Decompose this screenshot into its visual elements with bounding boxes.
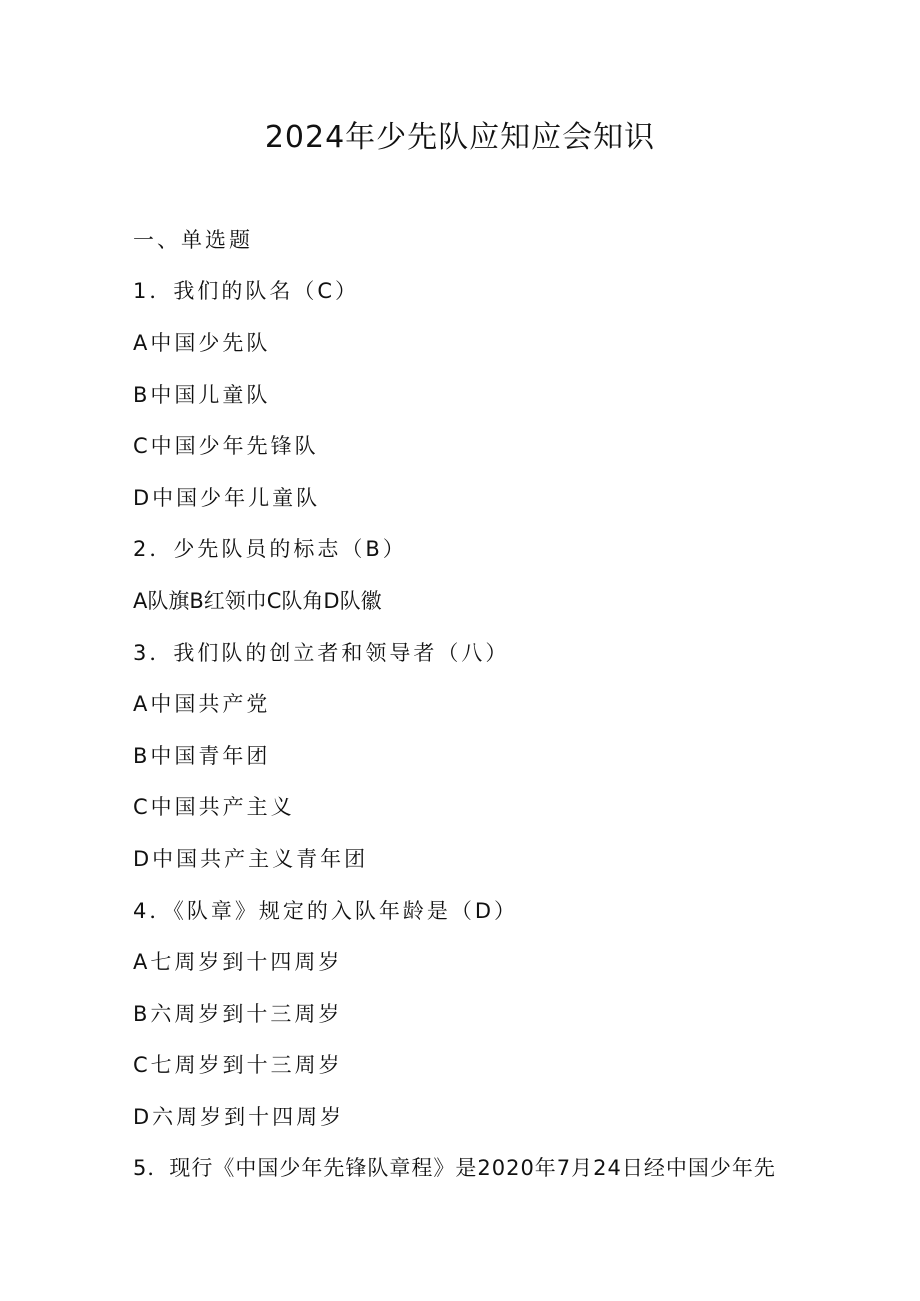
question-1: 1．我们的队名（C）: [133, 279, 360, 303]
question-4: 4．《队章》规定的入队年龄是（D）: [133, 899, 519, 923]
section-heading: 一、单选题: [133, 228, 253, 252]
question-3-option-a: A中国共产党: [133, 692, 271, 716]
document-title: 2024年少先队应知应会知识: [264, 120, 656, 155]
question-4-option-a: A七周岁到十四周岁: [133, 950, 343, 974]
question-3-option-d: D中国共产主义青年团: [133, 847, 369, 871]
question-4-option-b: B六周岁到十三周岁: [133, 1002, 343, 1026]
question-3: 3．我们队的创立者和领导者（八）: [133, 641, 510, 665]
question-5: 5．现行《中国少年先锋队章程》是2020年7月24日经中国少年先: [133, 1156, 776, 1180]
question-2-options: A队旗B红领巾C队角D队徽: [133, 589, 382, 613]
question-3-option-b: B中国青年团: [133, 744, 271, 768]
question-1-option-a: A中国少先队: [133, 331, 271, 355]
question-4-option-c: C七周岁到十三周岁: [133, 1053, 343, 1077]
question-4-option-d: D六周岁到十四周岁: [133, 1105, 345, 1129]
question-1-option-c: C中国少年先锋队: [133, 434, 319, 458]
question-2: 2．少先队员的标志（B）: [133, 537, 407, 561]
question-1-option-b: B中国儿童队: [133, 383, 271, 407]
question-1-option-d: D中国少年儿童队: [133, 486, 321, 510]
question-3-option-c: C中国共产主义: [133, 795, 295, 819]
